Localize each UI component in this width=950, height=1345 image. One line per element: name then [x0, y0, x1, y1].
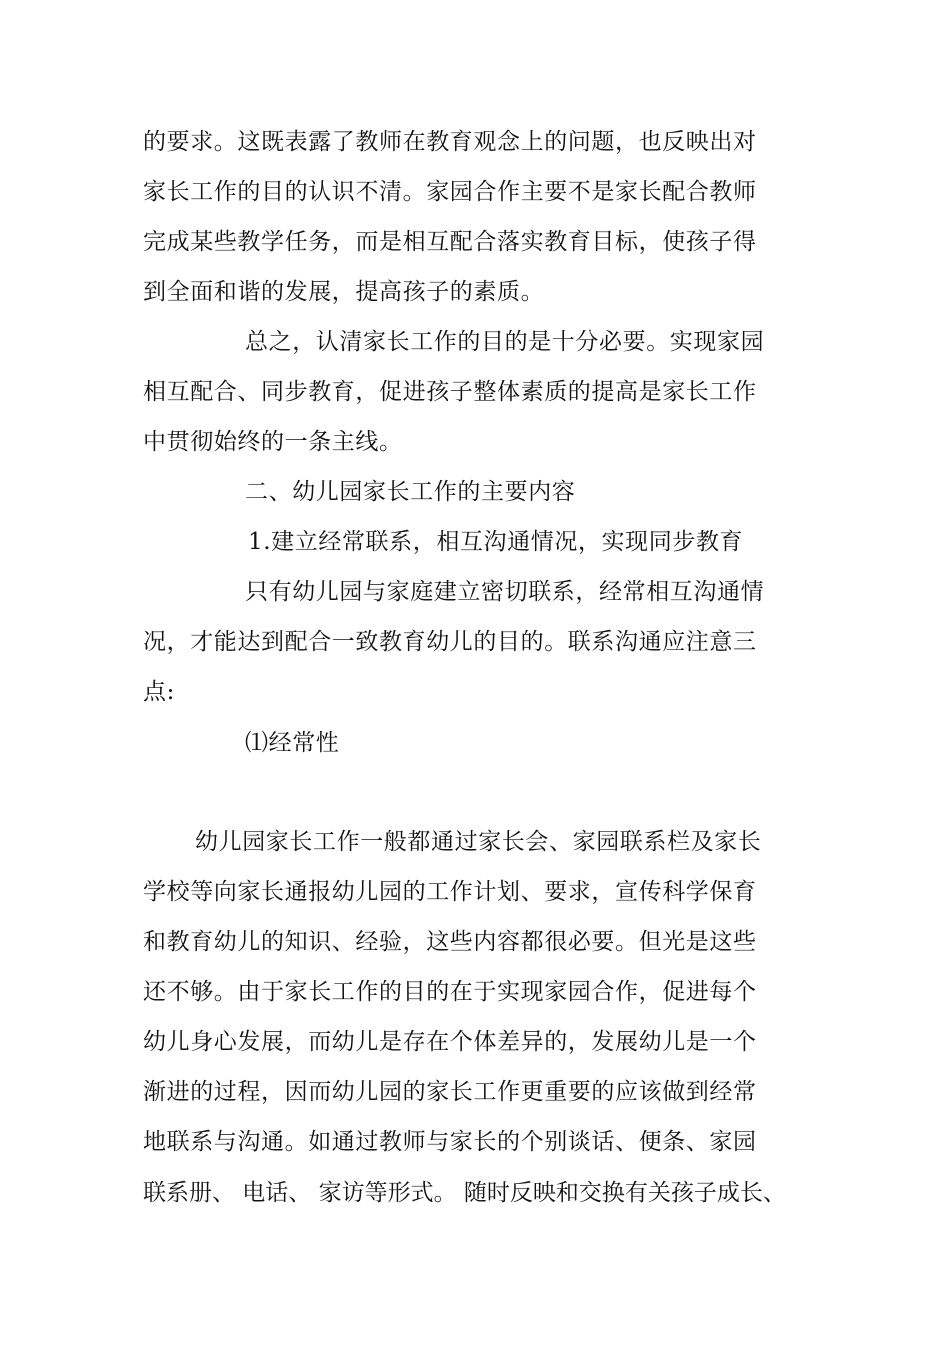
paragraph-line: 家长工作的目的认识不清。家园合作主要不是家长配合教师	[143, 179, 757, 205]
paragraph-line: 相互配合、同步教育，促进孩子整体素质的提高是家长工作	[143, 379, 757, 405]
subsection-heading: 1.建立经常联系，相互沟通情况，实现同步教育	[248, 529, 744, 555]
paragraph-line: 渐进的过程，因而幼儿园的家长工作更重要的应该做到经常	[143, 1079, 757, 1105]
paragraph-line: 到全面和谐的发展，提高孩子的素质。	[143, 279, 545, 305]
paragraph-line: 和教育幼儿的知识、经验，这些内容都很必要。但光是这些	[143, 929, 757, 955]
paragraph-line: 联系册、 电话、 家访等形式。 随时反映和交换有关孩子成长、	[143, 1180, 786, 1206]
paragraph-line: 学校等向家长通报幼儿园的工作计划、要求，宣传科学保育	[143, 879, 757, 905]
paragraph-line: 完成某些教学任务，而是相互配合落实教育目标，使孩子得	[143, 229, 757, 255]
paragraph-line: 的要求。这既表露了教师在教育观念上的问题，也反映出对	[143, 129, 757, 155]
paragraph-line: 幼儿园家长工作一般都通过家长会、家园联系栏及家长	[195, 829, 762, 855]
list-item-heading: ⑴经常性	[245, 730, 340, 756]
paragraph-line: 总之，认清家长工作的目的是十分必要。实现家园	[245, 329, 765, 355]
paragraph-line: 中贯彻始终的一条主线。	[143, 429, 403, 455]
paragraph-line: 点:	[143, 679, 175, 705]
paragraph-line: 幼儿身心发展，而幼儿是存在个体差异的，发展幼儿是一个	[143, 1029, 757, 1055]
paragraph-line: 况，才能达到配合一致教育幼儿的目的。联系沟通应注意三	[143, 629, 757, 655]
paragraph-line: 还不够。由于家长工作的目的在于实现家园合作，促进每个	[143, 979, 757, 1005]
section-heading: 二、幼儿园家长工作的主要内容	[245, 479, 576, 505]
paragraph-line: 只有幼儿园与家庭建立密切联系，经常相互沟通情	[245, 579, 765, 605]
paragraph-line: 地联系与沟通。如通过教师与家长的个别谈话、便条、家园	[143, 1129, 757, 1155]
